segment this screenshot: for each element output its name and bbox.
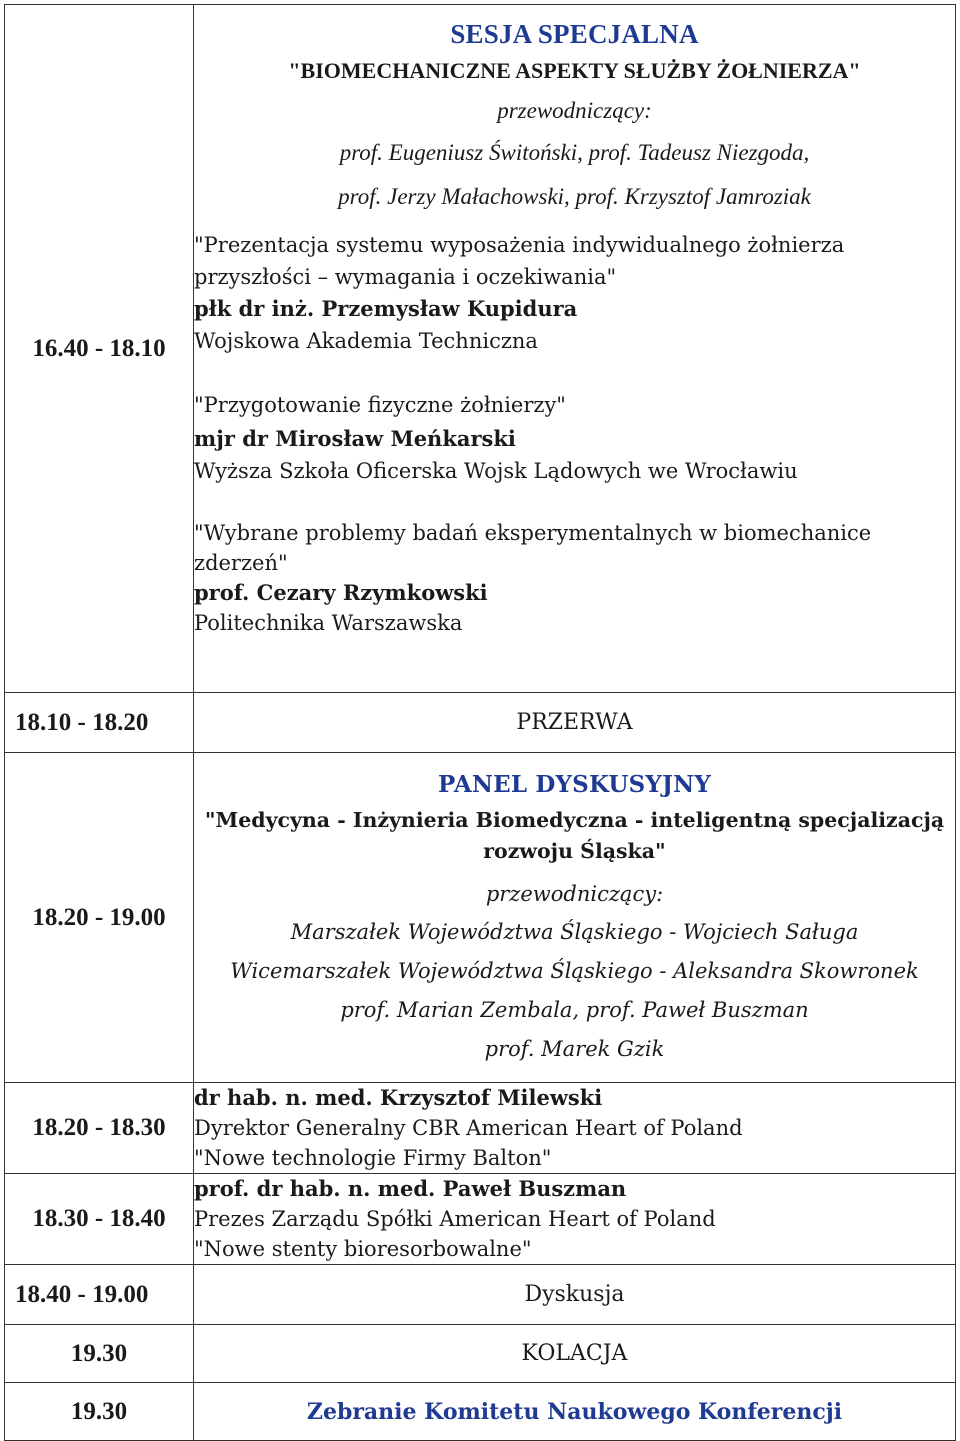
dinner-time: 19.30 [5, 1325, 194, 1383]
talk-b-role: Prezes Zarządu Spółki American Heart of Poland [194, 1207, 716, 1231]
session-chairs-line1: prof. Eugeniusz Świtoński, prof. Tadeusz Niezgoda, [339, 140, 810, 165]
panel-chair-2: Wicemarszałek Województwa Śląskiego - Aleksandra Skowronek [230, 959, 919, 983]
panel-chairs-label: przewodniczący: [485, 882, 664, 906]
talk3-affiliation: Politechnika Warszawska [194, 611, 463, 635]
committee-row [5, 1383, 956, 1441]
talk-b-content [194, 1174, 956, 1265]
session-chairs-line2: prof. Jerzy Małachowski, prof. Krzysztof Jamroziak [338, 184, 811, 209]
panel-chair-4: prof. Marek Gzik [484, 1037, 665, 1061]
panel-row [5, 753, 956, 1083]
session-row [5, 5, 956, 693]
panel-chair-1: Marszałek Województwa Śląskiego - Wojciech Saługa [290, 920, 859, 944]
dinner-row [5, 1325, 956, 1383]
schedule-table [4, 4, 956, 1441]
session-time: 16.40 - 18.10 [5, 5, 194, 693]
talk2-title: "Przygotowanie fizyczne żołnierzy" [194, 393, 566, 417]
talk2-speaker: mjr dr Mirosław Meńkarski [194, 426, 516, 451]
talk-b-speaker: prof. dr hab. n. med. Paweł Buszman [194, 1176, 627, 1201]
talk-a-time: 18.20 - 18.30 [5, 1083, 194, 1174]
session-title: SESJA SPECJALNA [450, 19, 699, 49]
talk-a-speaker: dr hab. n. med. Krzysztof Milewski [194, 1085, 603, 1110]
panel-chair-3: prof. Marian Zembala, prof. Paweł Buszman [340, 998, 809, 1022]
committee-time: 19.30 [5, 1383, 194, 1441]
talk1-affiliation: Wojskowa Akademia Techniczna [194, 329, 538, 353]
talk3-title-line2: zderzeń" [194, 551, 288, 575]
talk2-affiliation: Wyższa Szkoła Oficerska Wojsk Lądowych we Wrocławiu [194, 459, 798, 483]
discussion-row [5, 1265, 956, 1325]
talk-a-row [5, 1083, 956, 1174]
talk1-speaker: płk dr inż. Przemysław Kupidura [194, 296, 578, 321]
break-time: 18.10 - 18.20 [5, 693, 194, 753]
discussion-label: Dyskusja [194, 1265, 956, 1325]
panel-topic-line2: rozwoju Śląska" [483, 839, 666, 863]
talk3-title-line1: "Wybrane problemy badań eksperymentalnych w biomechanice [194, 521, 872, 545]
committee-label: Zebranie Komitetu Naukowego Konferencji [194, 1383, 956, 1441]
talk-a-title: "Nowe technologie Firmy Balton" [194, 1146, 552, 1170]
session-chairs-label: przewodniczący: [497, 98, 652, 123]
panel-content [194, 753, 956, 1083]
discussion-time: 18.40 - 19.00 [5, 1265, 194, 1325]
talk-a-role: Dyrektor Generalny CBR American Heart of Poland [194, 1116, 743, 1140]
panel-topic-line1: "Medycyna - Inżynieria Biomedyczna - inteligentną specjalizacją [204, 808, 945, 832]
break-label: PRZERWA [194, 693, 956, 753]
talk-b-row [5, 1174, 956, 1265]
talk1-title-line1: "Prezentacja systemu wyposażenia indywidualnego żołnierza [194, 233, 845, 257]
panel-time: 18.20 - 19.00 [5, 753, 194, 1083]
talk-b-title: "Nowe stenty bioresorbowalne" [194, 1237, 532, 1261]
talk3-speaker: prof. Cezary Rzymkowski [194, 580, 488, 605]
talk-b-time: 18.30 - 18.40 [5, 1174, 194, 1265]
break-row [5, 693, 956, 753]
session-content [194, 5, 956, 693]
panel-title: PANEL DYSKUSYJNY [438, 771, 711, 798]
session-subtitle: "BIOMECHANICZNE ASPEKTY SŁUŻBY ŻOŁNIERZA" [288, 58, 861, 83]
talk1-title-line2: przyszłości – wymagania i oczekiwania" [194, 265, 617, 289]
dinner-label: KOLACJA [194, 1325, 956, 1383]
talk-a-content [194, 1083, 956, 1174]
